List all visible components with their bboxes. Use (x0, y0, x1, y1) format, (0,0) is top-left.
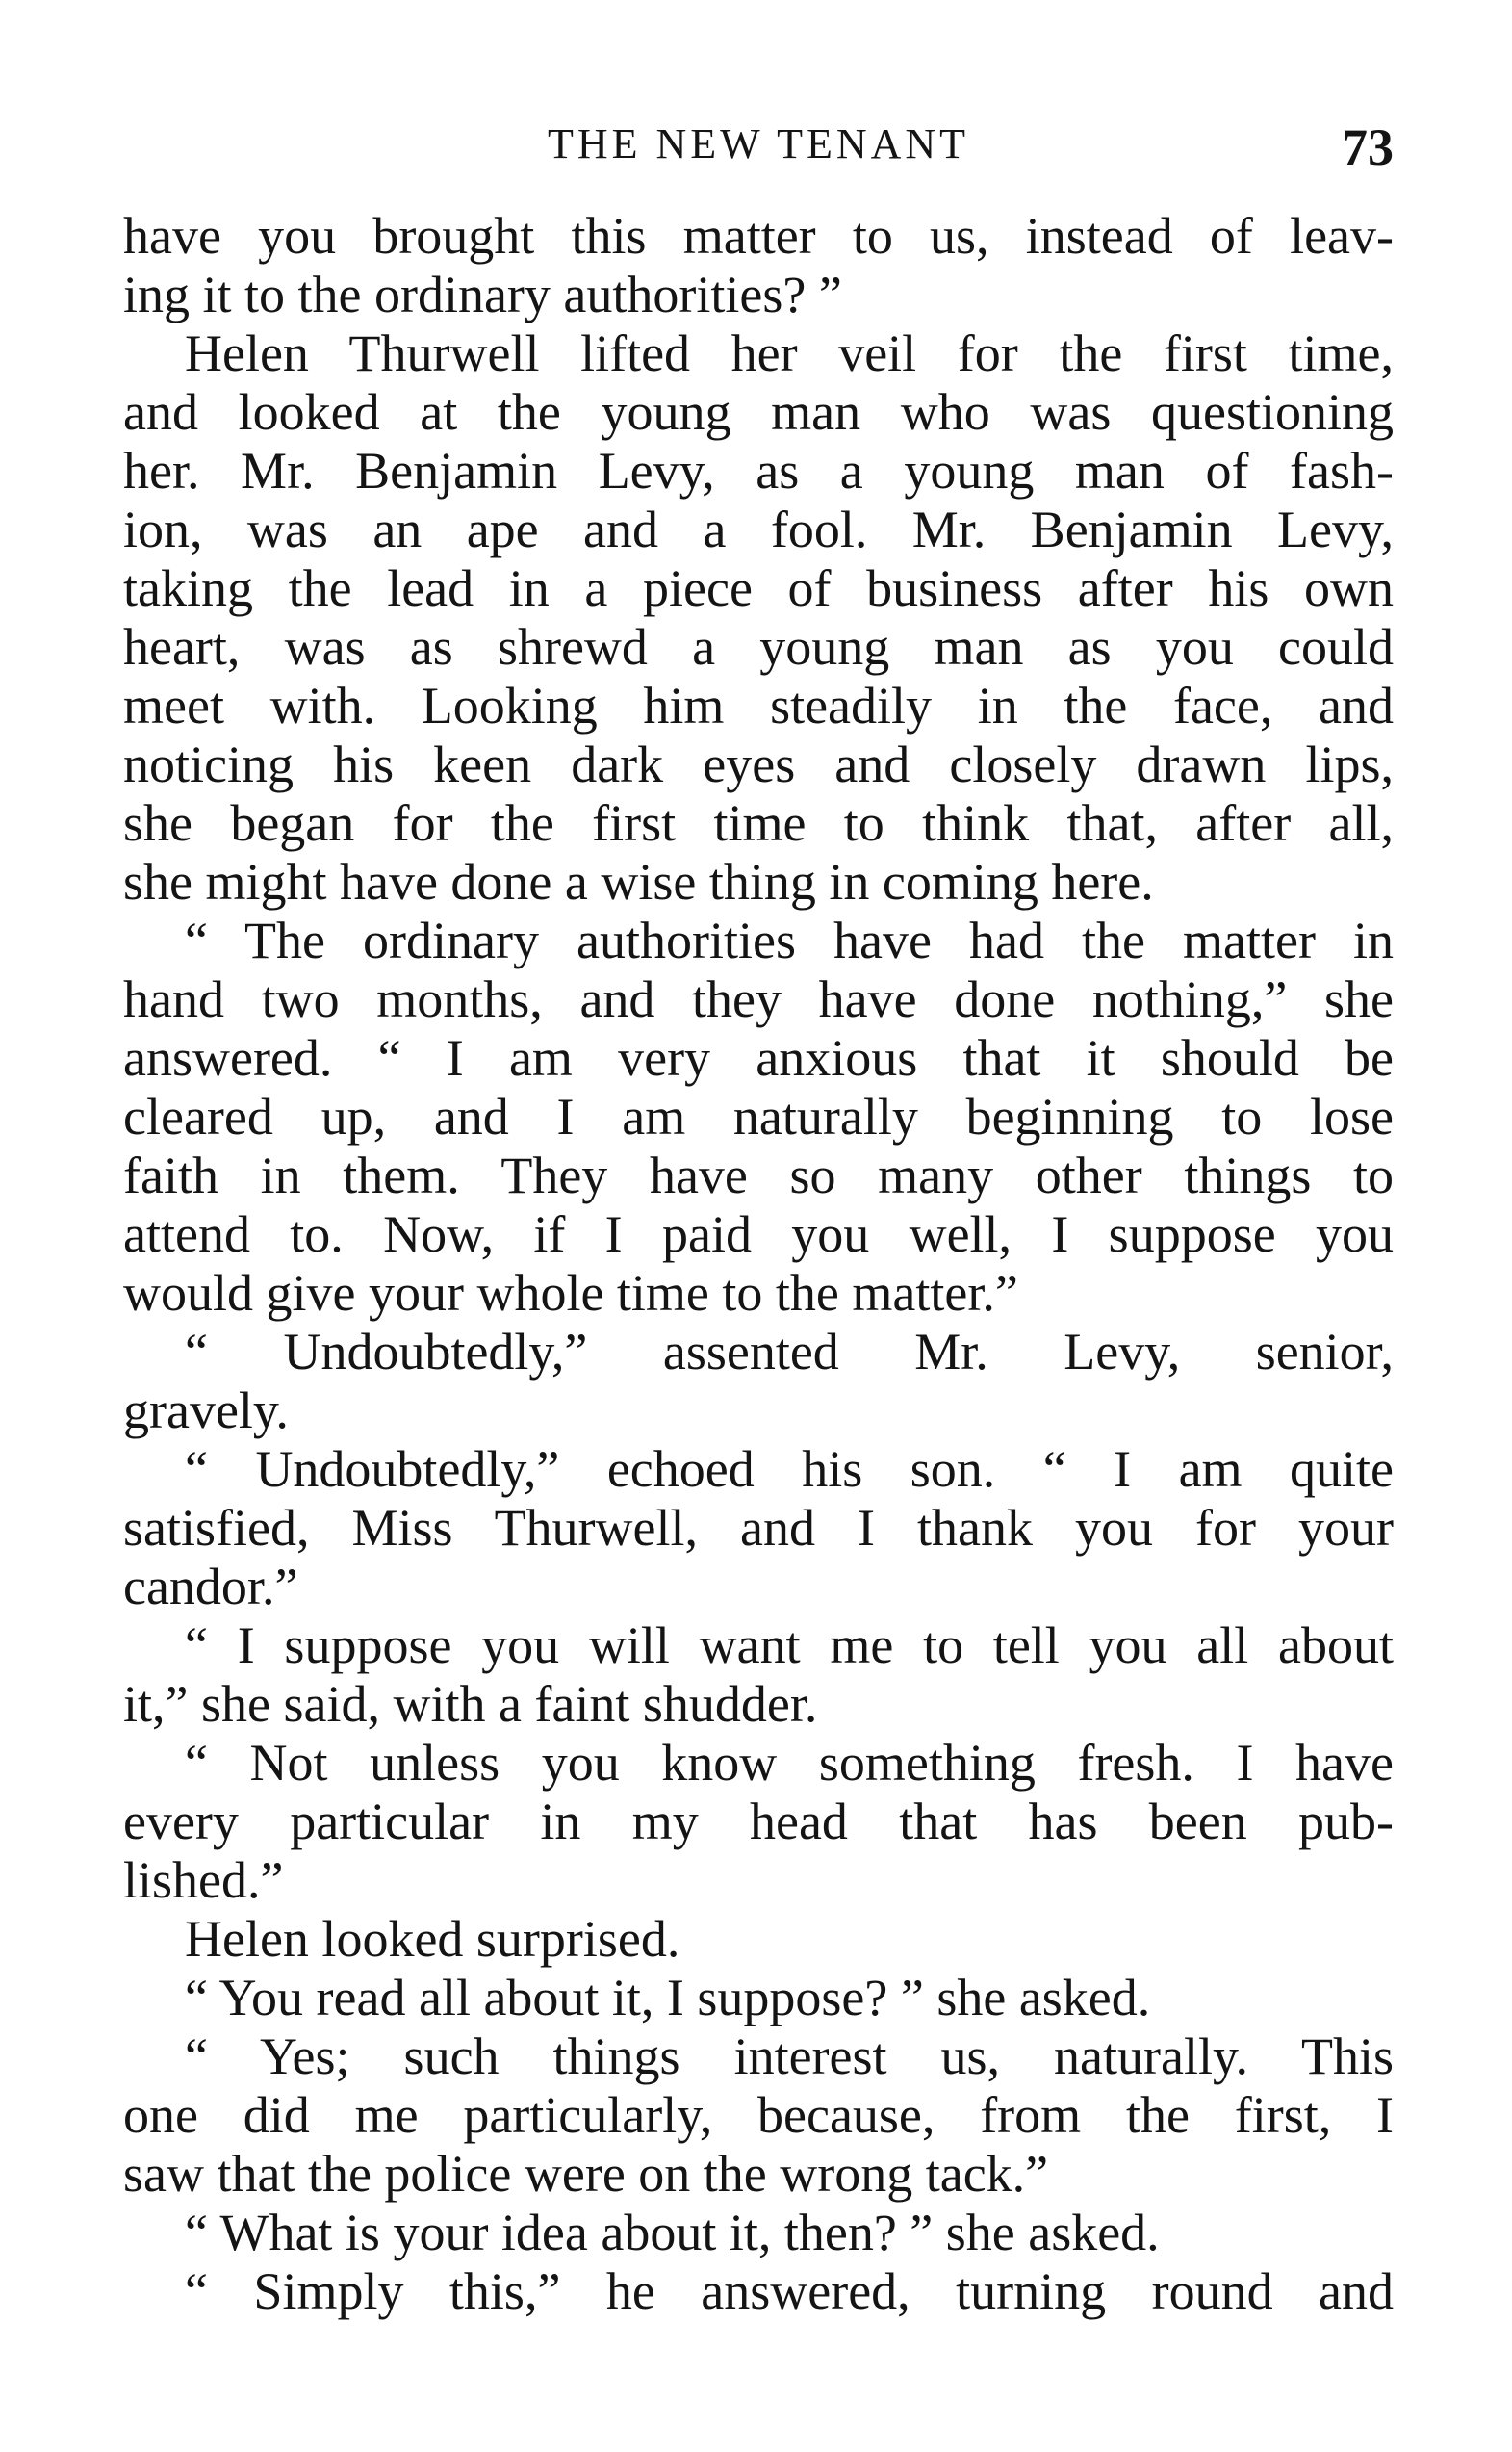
text-line: “ Not unless you know something fresh. I have (185, 1734, 1394, 1792)
text-line: heart, was as shrewd a young man as you could (123, 618, 1394, 676)
page-number: 73 (1342, 118, 1394, 176)
text-line: have you brought this matter to us, instead of leav- (123, 207, 1394, 265)
text-line: “ The ordinary authorities have had the matter in (185, 912, 1394, 969)
text-line: lished.” (123, 1851, 284, 1909)
text-line: “ Simply this,” he answered, turning round and (185, 2262, 1394, 2320)
text-line: satisfied, Miss Thurwell, and I thank you for your (123, 1499, 1394, 1557)
text-line: meet with. Looking him steadily in the face, and (123, 677, 1394, 735)
text-line: noticing his keen dark eyes and closely drawn lips, (123, 736, 1394, 793)
text-line: hand two months, and they have done nothing,” she (123, 970, 1394, 1028)
text-line: candor.” (123, 1558, 298, 1615)
text-line: “ You read all about it, I suppose? ” she asked. (185, 1969, 1151, 2026)
text-line: cleared up, and I am naturally beginning to lose (123, 1088, 1394, 1146)
text-line: Helen Thurwell lifted her veil for the first time, (185, 324, 1394, 382)
running-title: THE NEW TENANT (547, 120, 970, 168)
text-line: answered. “ I am very anxious that it should be (123, 1029, 1394, 1087)
body-text (123, 207, 1394, 2321)
text-line: gravely. (123, 1381, 289, 1439)
text-line: saw that the police were on the wrong tack.” (123, 2145, 1049, 2203)
text-line: she began for the first time to think that, after all, (123, 794, 1394, 852)
text-line: one did me particularly, because, from the first, I (123, 2086, 1394, 2144)
text-line: every particular in my head that has been pub- (123, 1793, 1394, 1850)
text-line: Helen looked surprised. (185, 1910, 680, 1968)
text-line: ing it to the ordinary authorities? ” (123, 266, 842, 323)
text-line: attend to. Now, if I paid you well, I suppose you (123, 1205, 1394, 1263)
text-line: taking the lead in a piece of business after his own (123, 559, 1394, 617)
text-line: her. Mr. Benjamin Levy, as a young man of fash- (123, 442, 1394, 500)
text-line: it,” she said, with a faint shudder. (123, 1675, 818, 1733)
text-line: “ Yes; such things interest us, naturally. This (185, 2027, 1394, 2085)
text-line: “ Undoubtedly,” assented Mr. Levy, senior, (185, 1323, 1394, 1381)
text-line: and looked at the young man who was questioning (123, 383, 1394, 441)
text-line: “ I suppose you will want me to tell you all about (185, 1616, 1394, 1674)
text-line: faith in them. They have so many other things to (123, 1147, 1394, 1204)
running-head (123, 114, 1394, 181)
text-line: ion, was an ape and a fool. Mr. Benjamin Levy, (123, 501, 1394, 558)
text-line: “ Undoubtedly,” echoed his son. “ I am quite (185, 1440, 1394, 1498)
text-line: “ What is your idea about it, then? ” she asked. (185, 2204, 1160, 2261)
text-line: she might have done a wise thing in coming here. (123, 853, 1154, 911)
text-line: would give your whole time to the matter.” (123, 1264, 1018, 1322)
